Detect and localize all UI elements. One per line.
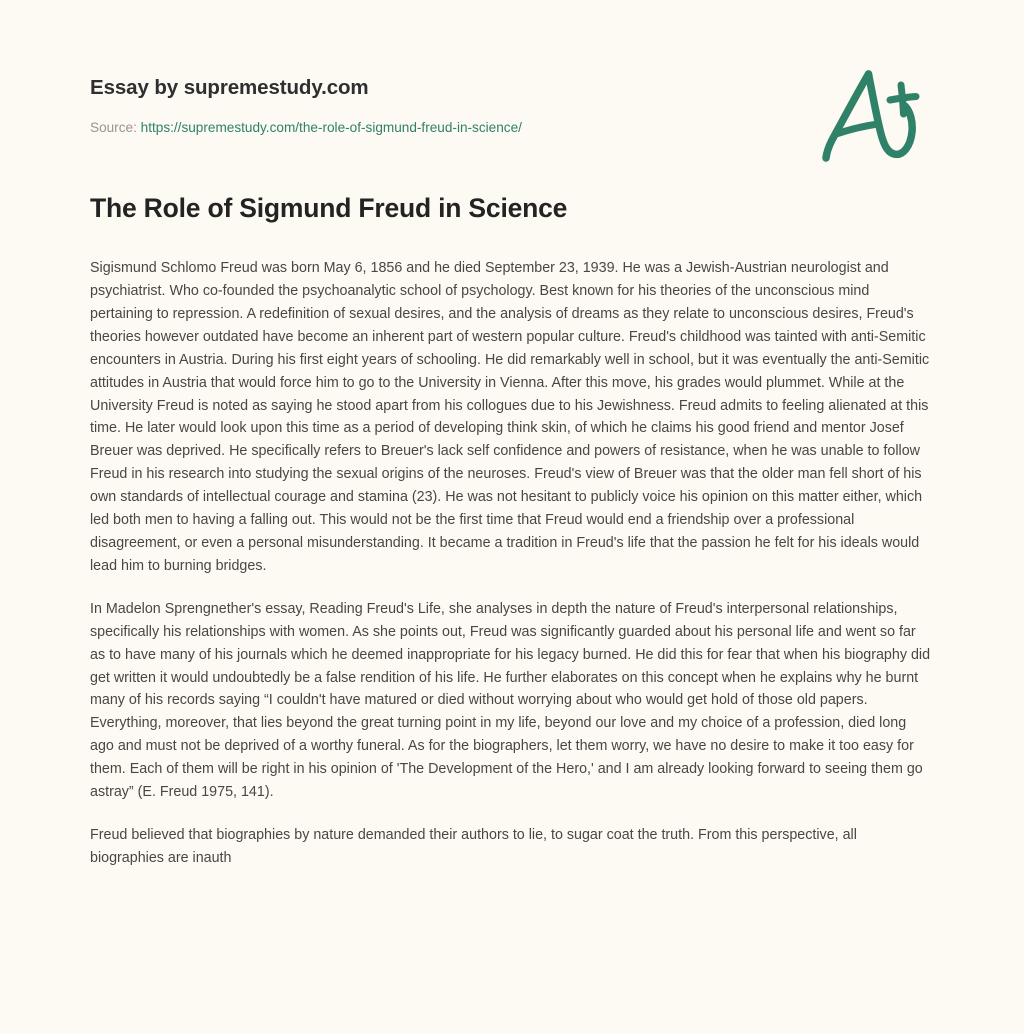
page-header [90,0,934,135]
paragraph: In Madelon Sprengnether's essay, Reading Freud's Life, she analyses in depth the nature of Freud's interpersonal relationships, specifically his relationships with women. As she points out, Freud was significantly guarded about his personal life and went so far as to have many of his journals which he deemed inappropriate for his legacy burned. He did this for fear that when his biography did get written it would undoubtedly be a false rendition of his life. He further elaborates on this concept when he explains why he burnt many of his records saying “I couldn't have matured or died without worrying about who would get hold of those old papers. Everything, moreover, that lies beyond the great turning point in my life, beyond our love and my choice of a profession, died long ago and must not be deprived of a worthy funeral. As for the biographers, let them worry, we have no desire to make it too easy for them. Each of them will be right in his opinion of 'The Development of the Hero,' and I am already looking forward to seeing them go astray” (E. Freud 1975, 141). [90,600,931,801]
page-title: The Role of Sigmund Freud in Science [90,193,568,223]
a-plus-logo-icon [802,62,930,170]
essay-body [90,225,934,870]
paragraph: Sigismund Schlomo Freud was born May 6, 1856 and he died September 23, 1939. He was a Jewish-Austrian neurologist and psychiatrist. Who co-founded the psychoanalytic school of psychology. Best known for his theories of the unconscious mind pertaining to repression. A redefinition of sexual desires, and the analysis of dreams as they relate to unconscious desires, Freud's theories however outdated have become an inherent part of western popular culture. Freud's childhood was tainted with anti-Semitic encounters in Austria. During his first eight years of schooling. He did remarkably well in school, but it was eventually the anti-Semitic attitudes in Austria that would force him to go to the University in Vienna. After this move, his grades would plummet. While at the University Freud is noted as saying he stood apart from his collogues due to his Jewishness. Freud admits to feeling alienated at this time. He later would look upon this time as a period of developing think skin, of which he claims his good friend and mentor Josef Breuer was deprived. He specifically refers to Breuer's lack self confidence and powers of resistance, when he was unable to follow Freud in his research into studying the sexual origins of the neuroses. Freud's view of Breuer was that the older man fell short of his own standards of intellectual courage and stamina (23). He was not hesitant to publicly voice his opinion on this matter either, which led both men to having a falling out. This would not be the first time that Freud would end a friendship over a professional disagreement, or even a personal misunderstanding. It became a tradition in Freud's life that the passion he felt for his ideals would lead him to burning bridges. [90,260,930,574]
source-label: Source: [90,119,137,135]
source-url-link[interactable]: https://supremestudy.com/the-role-of-sigmund-freud-in-science/ [140,119,522,135]
paragraph: Freud believed that biographies by nature demanded their authors to lie, to sugar coat the truth. From this perspective, all biographies are inauth [90,826,857,866]
byline: Essay by supremestudy.com [90,76,369,99]
